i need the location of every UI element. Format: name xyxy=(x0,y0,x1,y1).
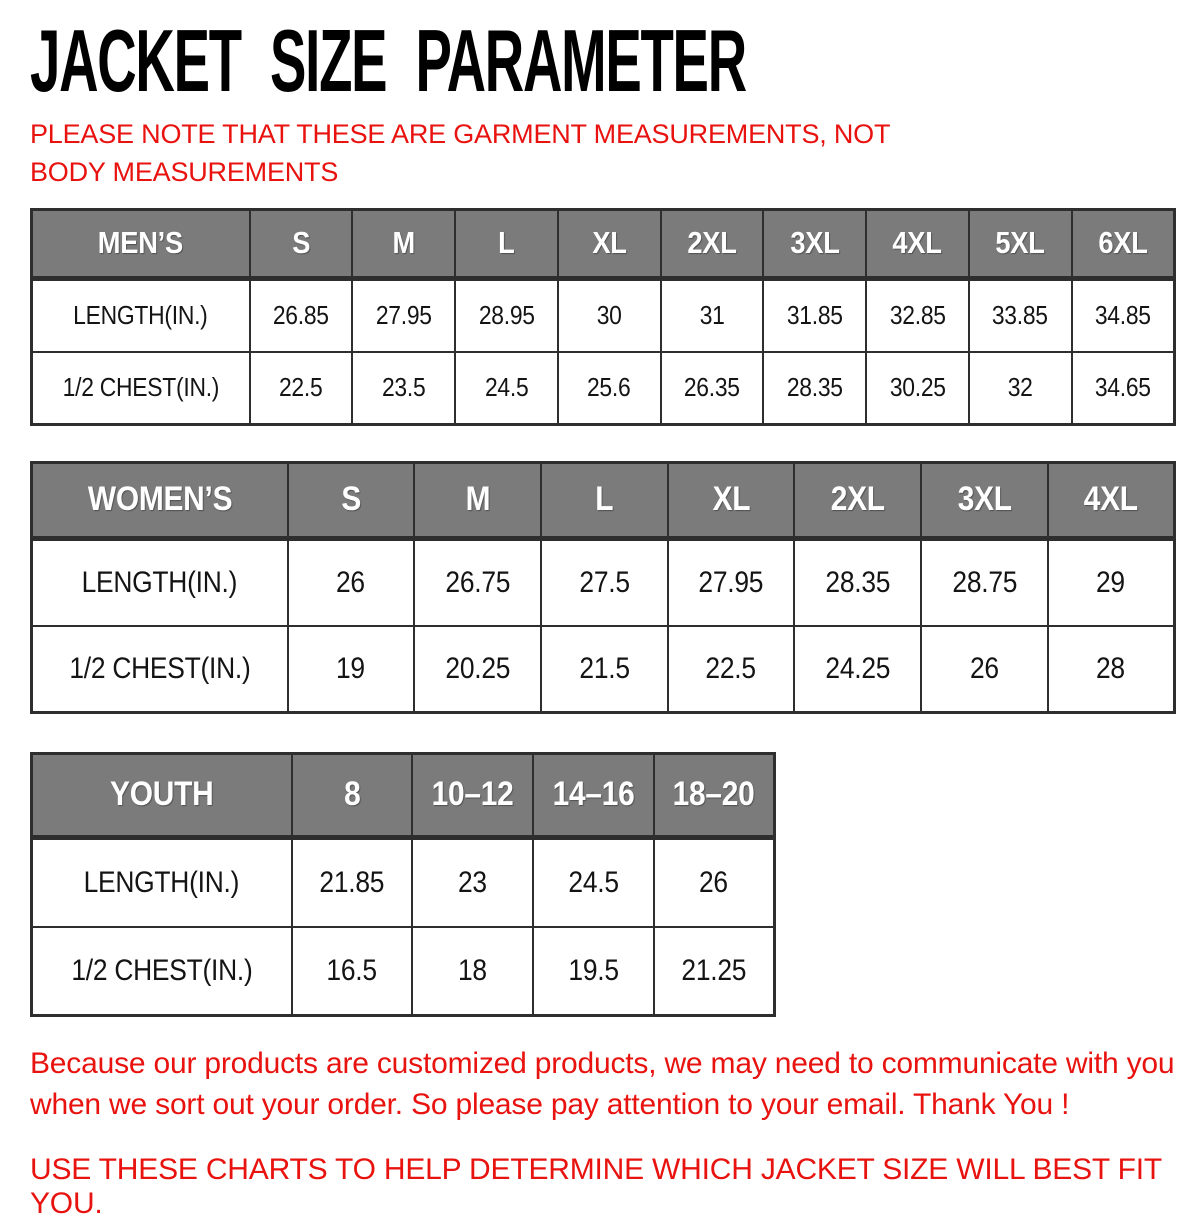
size-header-cell: L xyxy=(541,462,668,538)
size-value-cell: 24.25 xyxy=(794,626,921,713)
size-value-cell: 30 xyxy=(558,278,661,352)
size-header-row xyxy=(32,462,1175,538)
size-table-mens xyxy=(30,208,1176,426)
size-value-cell: 32 xyxy=(969,352,1072,425)
customization-notice: Because our products are customized products, we may need to communicate with you when we sort out your order. So please pay attention to your email. Thank You ! xyxy=(30,1046,1175,1121)
size-value-cell: 23 xyxy=(412,837,533,927)
size-value-cell: 26 xyxy=(288,538,415,626)
size-value-cell: 34.85 xyxy=(1072,278,1175,352)
size-header-cell: M xyxy=(352,209,455,278)
size-value-cell: 19.5 xyxy=(533,927,654,1016)
size-value-cell: 28.75 xyxy=(921,538,1048,626)
size-value-cell: 29 xyxy=(1048,538,1175,626)
size-table-womens xyxy=(30,461,1176,714)
size-value-cell: 21.25 xyxy=(654,927,775,1016)
size-value-cell: 23.5 xyxy=(352,352,455,425)
group-name-cell: WOMEN’S xyxy=(32,462,288,538)
size-value-cell: 28 xyxy=(1048,626,1175,713)
size-value-cell: 28.35 xyxy=(794,538,921,626)
size-header-cell: 8 xyxy=(292,753,413,837)
measurement-row xyxy=(32,927,775,1016)
size-value-cell: 34.65 xyxy=(1072,352,1175,425)
size-header-cell: 2XL xyxy=(794,462,921,538)
size-header-cell: 14–16 xyxy=(533,753,654,837)
row-label-cell: 1/2 CHEST(IN.) xyxy=(32,927,292,1016)
size-header-cell: L xyxy=(455,209,558,278)
row-label-cell: LENGTH(IN.) xyxy=(32,538,288,626)
size-value-cell: 22.5 xyxy=(250,352,353,425)
size-value-cell: 16.5 xyxy=(292,927,413,1016)
size-header-cell: 10–12 xyxy=(412,753,533,837)
size-value-cell: 26 xyxy=(654,837,775,927)
size-value-cell: 33.85 xyxy=(969,278,1072,352)
chart-usage-hint: USE THESE CHARTS TO HELP DETERMINE WHICH JACKET SIZE WILL BEST FIT YOU. xyxy=(30,1152,1162,1220)
size-header-cell: 5XL xyxy=(969,209,1072,278)
size-header-cell: 4XL xyxy=(1048,462,1175,538)
size-value-cell: 26.75 xyxy=(414,538,541,626)
size-value-cell: 27.95 xyxy=(352,278,455,352)
size-value-cell: 30.25 xyxy=(866,352,969,425)
size-value-cell: 25.6 xyxy=(558,352,661,425)
size-header-cell: 2XL xyxy=(661,209,764,278)
mens-size-table-container xyxy=(30,208,1172,426)
group-name-cell: MEN’S xyxy=(32,209,250,278)
size-header-cell: 18–20 xyxy=(654,753,775,837)
size-value-cell: 21.5 xyxy=(541,626,668,713)
measurement-row xyxy=(32,352,1175,425)
row-label-cell: 1/2 CHEST(IN.) xyxy=(32,352,250,425)
size-value-cell: 31.85 xyxy=(763,278,866,352)
size-header-cell: S xyxy=(250,209,353,278)
size-value-cell: 31 xyxy=(661,278,764,352)
measurement-row xyxy=(32,538,1175,626)
size-header-cell: XL xyxy=(558,209,661,278)
size-value-cell: 24.5 xyxy=(455,352,558,425)
womens-size-table-container xyxy=(30,461,1172,714)
row-label-cell: LENGTH(IN.) xyxy=(32,837,292,927)
size-value-cell: 26 xyxy=(921,626,1048,713)
measurement-row xyxy=(32,837,775,927)
size-header-row xyxy=(32,753,775,837)
size-value-cell: 26.85 xyxy=(250,278,353,352)
youth-size-table-container xyxy=(30,752,1172,1017)
row-label-cell: LENGTH(IN.) xyxy=(32,278,250,352)
size-header-cell: S xyxy=(288,462,415,538)
size-value-cell: 20.25 xyxy=(414,626,541,713)
size-header-cell: 3XL xyxy=(763,209,866,278)
size-value-cell: 21.85 xyxy=(292,837,413,927)
size-header-row xyxy=(32,209,1175,278)
measurement-row xyxy=(32,626,1175,713)
size-header-cell: 3XL xyxy=(921,462,1048,538)
size-value-cell: 32.85 xyxy=(866,278,969,352)
size-value-cell: 22.5 xyxy=(668,626,795,713)
measurement-row xyxy=(32,278,1175,352)
size-header-cell: M xyxy=(414,462,541,538)
size-table-youth xyxy=(30,752,776,1017)
size-value-cell: 19 xyxy=(288,626,415,713)
group-name-cell: YOUTH xyxy=(32,753,292,837)
garment-measurement-note: PLEASE NOTE THAT THESE ARE GARMENT MEASUREMENTS, NOT BODY MEASUREMENTS xyxy=(30,119,890,188)
size-value-cell: 24.5 xyxy=(533,837,654,927)
size-value-cell: 18 xyxy=(412,927,533,1016)
size-header-cell: XL xyxy=(668,462,795,538)
page-title: JACKET SIZE PARAMETER xyxy=(30,11,746,110)
size-value-cell: 27.5 xyxy=(541,538,668,626)
size-header-cell: 6XL xyxy=(1072,209,1175,278)
size-value-cell: 28.35 xyxy=(763,352,866,425)
row-label-cell: 1/2 CHEST(IN.) xyxy=(32,626,288,713)
size-value-cell: 28.95 xyxy=(455,278,558,352)
size-value-cell: 27.95 xyxy=(668,538,795,626)
size-value-cell: 26.35 xyxy=(661,352,764,425)
size-header-cell: 4XL xyxy=(866,209,969,278)
